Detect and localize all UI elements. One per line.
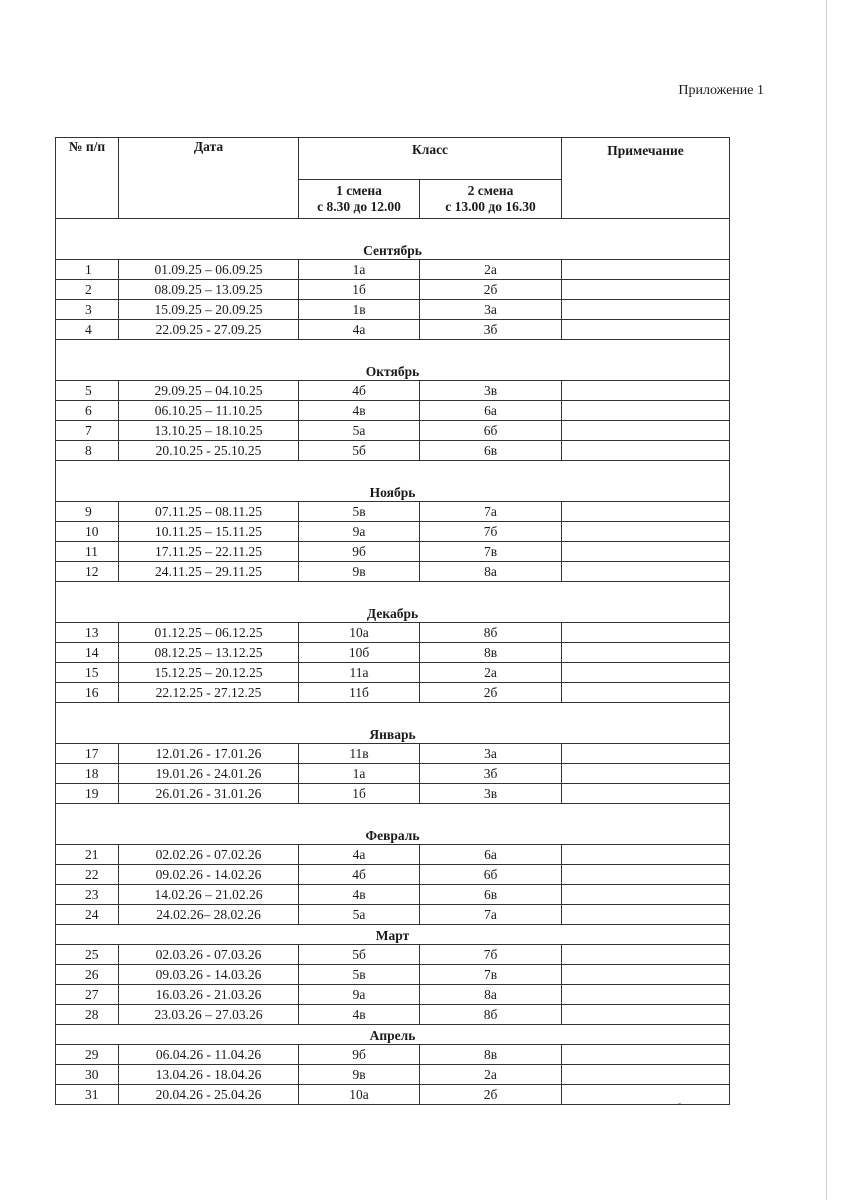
row-date: 08.12.25 – 13.12.25 [119,643,299,663]
row-date: 13.10.25 – 18.10.25 [119,421,299,441]
row-number: 24 [56,905,119,925]
row-note [562,502,730,522]
row-date: 13.04.26 - 18.04.26 [119,1065,299,1085]
row-shift1-class: 11б [299,683,420,703]
table-row [56,985,730,1005]
row-number: 12 [56,562,119,582]
row-number: 28 [56,1005,119,1025]
row-shift1-class: 4а [299,320,420,340]
row-shift2-class: 8а [420,562,562,582]
table-row [56,905,730,925]
row-note [562,663,730,683]
row-note [562,1005,730,1025]
row-shift2-class: 8а [420,985,562,1005]
table-row [56,421,730,441]
row-number: 22 [56,865,119,885]
table-row [56,1085,730,1105]
row-date: 12.01.26 - 17.01.26 [119,744,299,764]
row-note [562,744,730,764]
month-name: Сентябрь [56,219,730,260]
row-shift1-class: 9б [299,1045,420,1065]
table-row [56,784,730,804]
row-shift2-class: 6б [420,421,562,441]
month-row [56,219,730,260]
shift2-header [420,180,562,219]
row-number: 13 [56,623,119,643]
table-row [56,663,730,683]
row-note [562,320,730,340]
row-shift2-class: 2а [420,260,562,280]
scan-edge-line [826,0,827,1200]
row-number: 18 [56,764,119,784]
row-date: 23.03.26 – 27.03.26 [119,1005,299,1025]
row-number: 26 [56,965,119,985]
month-name: Январь [56,703,730,744]
month-name: Март [56,925,730,945]
row-number: 3 [56,300,119,320]
row-note [562,300,730,320]
row-shift1-class: 1а [299,764,420,784]
row-shift1-class: 4в [299,401,420,421]
row-note [562,401,730,421]
table-row [56,562,730,582]
row-number: 6 [56,401,119,421]
row-number: 16 [56,683,119,703]
table-row [56,1065,730,1085]
row-shift2-class: 7а [420,502,562,522]
table-row [56,1045,730,1065]
row-note [562,683,730,703]
row-date: 01.09.25 – 06.09.25 [119,260,299,280]
table-row [56,280,730,300]
row-date: 01.12.25 – 06.12.25 [119,623,299,643]
table-row [56,522,730,542]
row-date: 15.09.25 – 20.09.25 [119,300,299,320]
row-number: 25 [56,945,119,965]
row-note [562,1085,730,1105]
row-note [562,764,730,784]
row-date: 22.12.25 - 27.12.25 [119,683,299,703]
month-row [56,461,730,502]
month-row [56,804,730,845]
month-row [56,925,730,945]
row-shift2-class: 7б [420,522,562,542]
table-row [56,965,730,985]
row-shift2-class: 6в [420,441,562,461]
table-row [56,1005,730,1025]
row-shift2-class: 7в [420,965,562,985]
month-name: Апрель [56,1025,730,1045]
row-number: 11 [56,542,119,562]
shift2-title: 2 смена [467,183,514,199]
row-shift1-class: 5б [299,441,420,461]
row-date: 09.02.26 - 14.02.26 [119,865,299,885]
schedule-table [55,137,730,1105]
month-row [56,1025,730,1045]
row-note [562,965,730,985]
row-shift2-class: 3в [420,784,562,804]
row-shift1-class: 1в [299,300,420,320]
row-number: 17 [56,744,119,764]
class-header: Класс [299,138,562,180]
row-date: 29.09.25 – 04.10.25 [119,381,299,401]
row-shift2-class: 3б [420,320,562,340]
row-note [562,623,730,643]
row-shift1-class: 4б [299,381,420,401]
date-header: Дата [119,138,299,219]
row-shift2-class: 8б [420,623,562,643]
row-shift2-class: 8б [420,1005,562,1025]
row-number: 15 [56,663,119,683]
row-date: 24.02.26– 28.02.26 [119,905,299,925]
table-row [56,885,730,905]
row-shift1-class: 11в [299,744,420,764]
month-name: Декабрь [56,582,730,623]
row-shift1-class: 4в [299,1005,420,1025]
row-number: 9 [56,502,119,522]
row-date: 17.11.25 – 22.11.25 [119,542,299,562]
month-name: Октябрь [56,340,730,381]
row-shift2-class: 2б [420,683,562,703]
row-number: 4 [56,320,119,340]
row-note [562,945,730,965]
number-header: № п/п [56,138,119,219]
row-shift2-class: 6в [420,885,562,905]
table-row [56,865,730,885]
row-shift1-class: 5а [299,905,420,925]
table-row [56,542,730,562]
row-note [562,441,730,461]
row-shift1-class: 9а [299,985,420,1005]
row-shift1-class: 11а [299,663,420,683]
row-number: 30 [56,1065,119,1085]
month-name: Февраль [56,804,730,845]
row-number: 29 [56,1045,119,1065]
table-row [56,945,730,965]
row-date: 08.09.25 – 13.09.25 [119,280,299,300]
row-shift1-class: 1б [299,784,420,804]
row-shift2-class: 7в [420,542,562,562]
shift2-time: с 13.00 до 16.30 [445,199,536,214]
table-row [56,764,730,784]
month-name: Ноябрь [56,461,730,502]
row-note [562,885,730,905]
table-row [56,683,730,703]
row-date: 22.09.25 - 27.09.25 [119,320,299,340]
row-shift2-class: 2а [420,1065,562,1085]
month-row [56,582,730,623]
row-date: 02.03.26 - 07.03.26 [119,945,299,965]
row-date: 02.02.26 - 07.02.26 [119,845,299,865]
row-shift1-class: 1б [299,280,420,300]
row-shift1-class: 10б [299,643,420,663]
row-shift1-class: 5в [299,502,420,522]
row-shift1-class: 4б [299,865,420,885]
row-shift1-class: 4в [299,885,420,905]
row-note [562,522,730,542]
row-note [562,865,730,885]
row-shift1-class: 5а [299,421,420,441]
row-shift2-class: 2а [420,663,562,683]
row-date: 24.11.25 – 29.11.25 [119,562,299,582]
row-number: 21 [56,845,119,865]
table-row [56,320,730,340]
appendix-label: Приложение 1 [678,83,764,98]
row-date: 07.11.25 – 08.11.25 [119,502,299,522]
row-shift1-class: 1а [299,260,420,280]
row-date: 16.03.26 - 21.03.26 [119,985,299,1005]
row-number: 10 [56,522,119,542]
row-number: 8 [56,441,119,461]
row-shift2-class: 8в [420,643,562,663]
shift1-time: с 8.30 до 12.00 [317,199,401,214]
row-shift1-class: 9в [299,562,420,582]
row-note [562,1045,730,1065]
row-number: 27 [56,985,119,1005]
row-shift2-class: 3б [420,764,562,784]
table-row [56,502,730,522]
row-note [562,562,730,582]
table-row [56,441,730,461]
row-shift1-class: 10а [299,1085,420,1105]
row-shift1-class: 9в [299,1065,420,1085]
row-number: 2 [56,280,119,300]
row-note [562,542,730,562]
row-note [562,905,730,925]
row-date: 19.01.26 - 24.01.26 [119,764,299,784]
row-shift1-class: 5б [299,945,420,965]
table-row [56,744,730,764]
row-shift2-class: 7б [420,945,562,965]
note-header: Примечание [562,138,730,219]
row-shift2-class: 8в [420,1045,562,1065]
row-date: 20.04.26 - 25.04.26 [119,1085,299,1105]
table-row [56,260,730,280]
shift1-header [299,180,420,219]
row-shift2-class: 6б [420,865,562,885]
row-number: 14 [56,643,119,663]
row-shift2-class: 6а [420,401,562,421]
row-date: 09.03.26 - 14.03.26 [119,965,299,985]
row-note [562,1065,730,1085]
scan-speck [678,1103,681,1104]
row-number: 7 [56,421,119,441]
month-row [56,340,730,381]
row-shift2-class: 3а [420,744,562,764]
row-date: 15.12.25 – 20.12.25 [119,663,299,683]
row-shift2-class: 2б [420,1085,562,1105]
schedule-body [56,219,730,1105]
row-shift2-class: 6а [420,845,562,865]
table-row [56,401,730,421]
row-date: 06.04.26 - 11.04.26 [119,1045,299,1065]
row-shift1-class: 5в [299,965,420,985]
row-shift1-class: 9б [299,542,420,562]
row-note [562,784,730,804]
row-shift2-class: 3а [420,300,562,320]
row-date: 10.11.25 – 15.11.25 [119,522,299,542]
row-number: 1 [56,260,119,280]
row-date: 26.01.26 - 31.01.26 [119,784,299,804]
row-shift2-class: 2б [420,280,562,300]
row-shift2-class: 7а [420,905,562,925]
row-note [562,260,730,280]
row-note [562,421,730,441]
table-row [56,381,730,401]
table-row [56,845,730,865]
row-date: 20.10.25 - 25.10.25 [119,441,299,461]
row-number: 19 [56,784,119,804]
row-number: 23 [56,885,119,905]
table-row [56,643,730,663]
month-row [56,703,730,744]
row-shift1-class: 10а [299,623,420,643]
row-number: 31 [56,1085,119,1105]
row-shift2-class: 3в [420,381,562,401]
row-note [562,643,730,663]
shift1-title: 1 смена [336,183,382,199]
row-date: 14.02.26 – 21.02.26 [119,885,299,905]
row-note [562,845,730,865]
row-date: 06.10.25 – 11.10.25 [119,401,299,421]
row-number: 5 [56,381,119,401]
table-row [56,623,730,643]
row-shift1-class: 9а [299,522,420,542]
row-note [562,280,730,300]
table-row [56,300,730,320]
row-shift1-class: 4а [299,845,420,865]
row-note [562,985,730,1005]
row-note [562,381,730,401]
